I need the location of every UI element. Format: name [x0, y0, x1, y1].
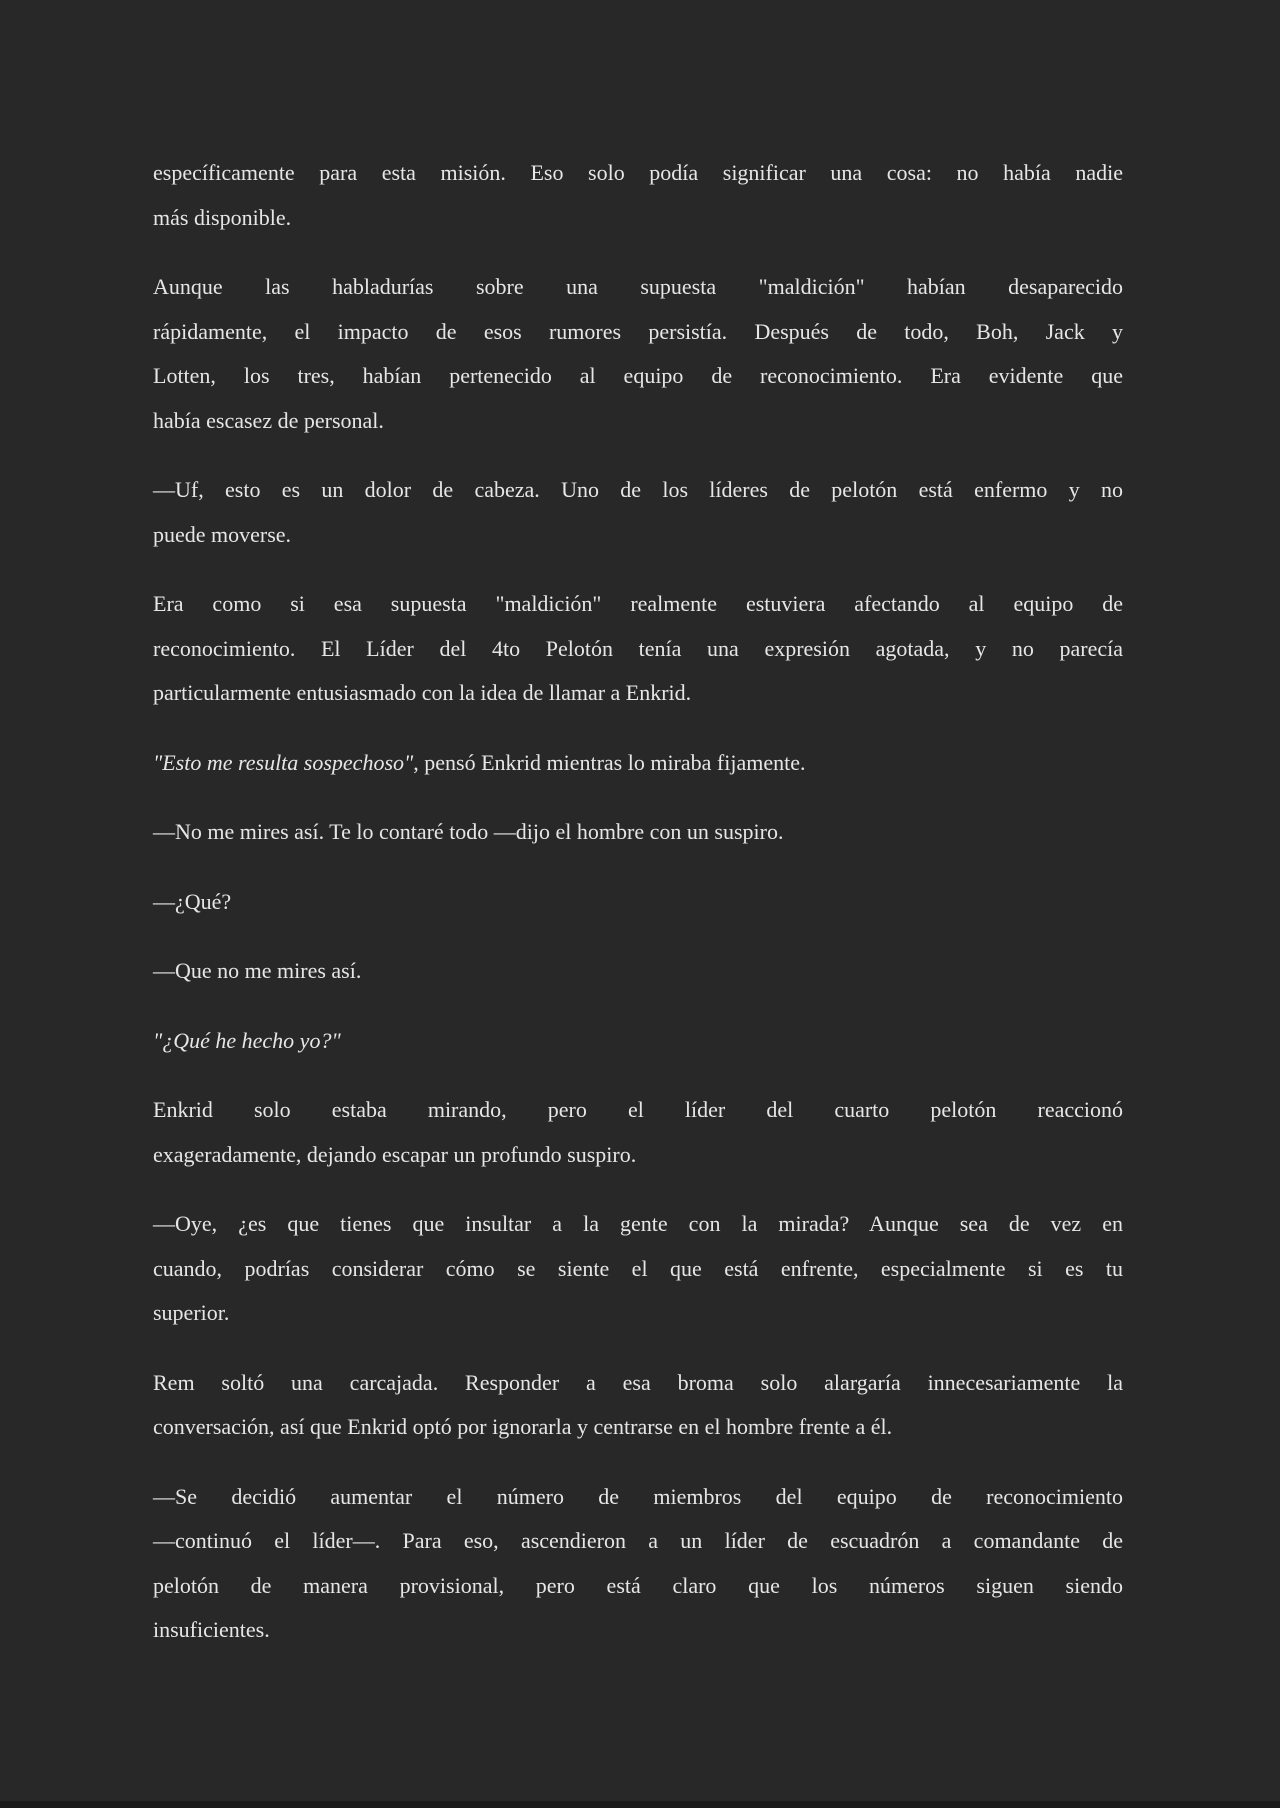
paragraph: [153, 468, 1123, 557]
text-line: [153, 1291, 1123, 1336]
text-run: exageradamente, dejando escapar un profundo suspiro.: [153, 1141, 637, 1167]
text-line: [153, 399, 1123, 444]
text-run: —Uf, esto es un dolor de cabeza. Uno de los líderes de pelotón está enfermo y no: [153, 477, 1123, 502]
text-line: [153, 196, 1123, 241]
text-run: Lotten, los tres, habían pertenecido al equipo de reconocimiento. Era evidente que: [153, 363, 1123, 388]
text-line: [153, 1475, 1123, 1520]
text-line: [153, 582, 1123, 627]
italic-text-run: "Esto me resulta sospechoso": [153, 749, 414, 775]
text-line: [153, 265, 1123, 310]
text-run: —continuó el líder—. Para eso, ascendieron a un líder de escuadrón a comandante de: [153, 1528, 1123, 1553]
text-line: [153, 1019, 1123, 1064]
text-run: había escasez de personal.: [153, 407, 384, 433]
bottom-bar: [0, 1801, 1280, 1808]
text-line: [153, 468, 1123, 513]
text-run: reconocimiento. El Líder del 4to Pelotón tenía una expresión agotada, y no parecía: [153, 635, 1123, 661]
text-run: Aunque las habladurías sobre una supuesta "maldición" habían desaparecido: [153, 274, 1123, 299]
text-run: Enkrid solo estaba mirando, pero el líder del cuarto pelotón reaccionó: [153, 1097, 1123, 1122]
text-line: [153, 1405, 1123, 1450]
text-run: —Oye, ¿es que tienes que insultar a la gente con la mirada? Aunque sea de vez en: [153, 1211, 1123, 1236]
text-line: [153, 880, 1123, 925]
paragraph: [153, 880, 1123, 925]
text-run: —Se decidió aumentar el número de miembros del equipo de reconocimiento: [153, 1483, 1123, 1509]
paragraph: [153, 151, 1123, 240]
text-line: [153, 513, 1123, 558]
text-run: rápidamente, el impacto de esos rumores persistía. Después de todo, Boh, Jack y: [153, 318, 1123, 344]
text-line: [153, 1247, 1123, 1292]
text-run: superior.: [153, 1300, 230, 1325]
text-line: [153, 1088, 1123, 1133]
text-run: específicamente para esta misión. Eso solo podía significar una cosa: no había nadie: [153, 160, 1123, 185]
text-line: [153, 151, 1123, 196]
paragraph: [153, 1202, 1123, 1336]
text-run: pelotón de manera provisional, pero está claro que los números siguen siendo: [153, 1572, 1123, 1598]
text-run: —¿Qué?: [153, 888, 232, 914]
text-line: [153, 1133, 1123, 1178]
paragraph: [153, 949, 1123, 994]
text-line: [153, 810, 1123, 855]
text-line: [153, 1361, 1123, 1406]
text-run: puede moverse.: [153, 521, 292, 547]
text-line: [153, 671, 1123, 716]
text-line: [153, 949, 1123, 994]
text-line: [153, 354, 1123, 399]
text-line: [153, 1564, 1123, 1609]
text-run: insuficientes.: [153, 1617, 270, 1642]
paragraph: [153, 1475, 1123, 1653]
paragraph: [153, 810, 1123, 855]
paragraph: [153, 1088, 1123, 1177]
text-run: Era como si esa supuesta "maldición" realmente estuviera afectando al equipo de: [153, 591, 1123, 616]
text-run: —Que no me mires así.: [153, 958, 362, 983]
paragraph: [153, 741, 1123, 786]
paragraph: [153, 582, 1123, 716]
text-line: [153, 627, 1123, 672]
text-run: cuando, podrías considerar cómo se siente el que está enfrente, especialmente si es tu: [153, 1255, 1123, 1281]
text-run: , pensó Enkrid mientras lo miraba fijamente.: [413, 749, 806, 775]
text-line: [153, 741, 1123, 786]
text-run: —No me mires así. Te lo contaré todo —dijo el hombre con un suspiro.: [153, 819, 784, 844]
text-line: [153, 1519, 1123, 1564]
text-line: [153, 1608, 1123, 1653]
text-line: [153, 1202, 1123, 1247]
italic-text-run: "¿Qué he hecho yo?": [153, 1027, 341, 1053]
text-run: conversación, así que Enkrid optó por ignorarla y centrarse en el hombre frente a él.: [153, 1414, 893, 1439]
paragraph: [153, 1361, 1123, 1450]
text-run: Rem soltó una carcajada. Responder a esa broma solo alargaría innecesariamente la: [153, 1369, 1123, 1395]
text-run: particularmente entusiasmado con la idea de llamar a Enkrid.: [153, 680, 692, 705]
text-run: más disponible.: [153, 204, 292, 230]
paragraph: [153, 1019, 1123, 1064]
text-line: [153, 310, 1123, 355]
paragraph: [153, 265, 1123, 443]
